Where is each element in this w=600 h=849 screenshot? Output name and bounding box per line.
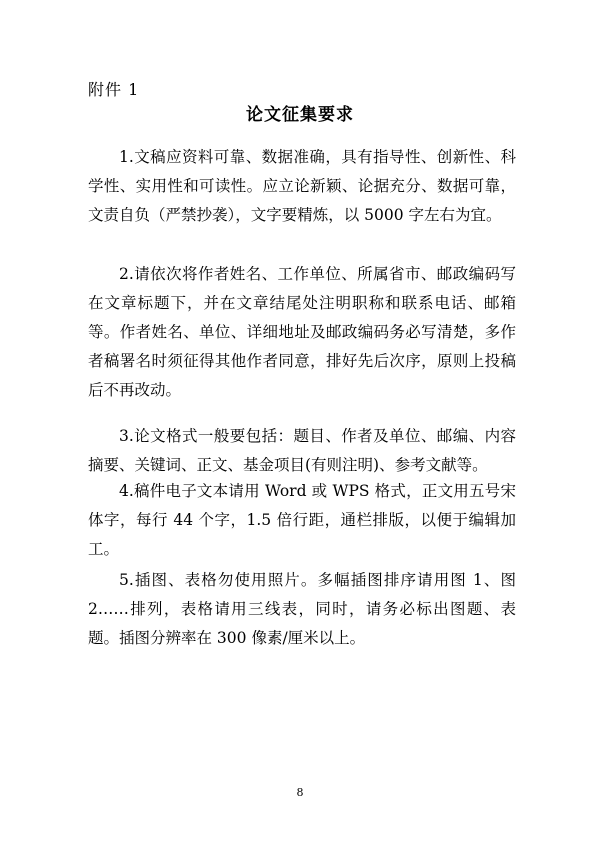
requirement-paragraph-2: 2.请依次将作者姓名、工作单位、所属省市、邮政编码写在文章标题下，并在文章结尾处注明职称和联系电话、邮箱等。作者姓名、单位、详细地址及邮政编码务必写清楚，多作者稿署名时须征得其他作者同意，排好先后次序，原则上投稿后不再改动。 bbox=[88, 265, 516, 399]
requirement-paragraph-4: 4.稿件电子文本请用 Word 或 WPS 格式，正文用五号宋体字，每行 44 个字，1.5 倍行距，通栏排版，以便于编辑加工。 bbox=[88, 482, 516, 558]
attachment-label: 附件 1 bbox=[88, 80, 140, 99]
requirement-paragraph-5: 5.插图、表格勿使用照片。多幅插图排序请用图 1、图 2……排列，表格请用三线表，同时，请务必标出图题、表题。插图分辨率在 300 像素/厘米以上。 bbox=[88, 571, 516, 647]
requirement-paragraph-1: 1.文稿应资料可靠、数据准确，具有指导性、创新性、科学性、实用性和可读性。应立论新颖、论据充分、数据可靠，文责自负（严禁抄袭），文字要精炼，以 5000 字左右为宜。 bbox=[88, 148, 516, 224]
document-title: 论文征集要求 bbox=[246, 105, 354, 125]
requirement-paragraph-3: 3.论文格式一般要包括：题目、作者及单位、邮编、内容摘要、关键词、正文、基金项目(有则注明)、参考文献等。 bbox=[88, 427, 516, 474]
page-number: 8 bbox=[296, 786, 304, 799]
